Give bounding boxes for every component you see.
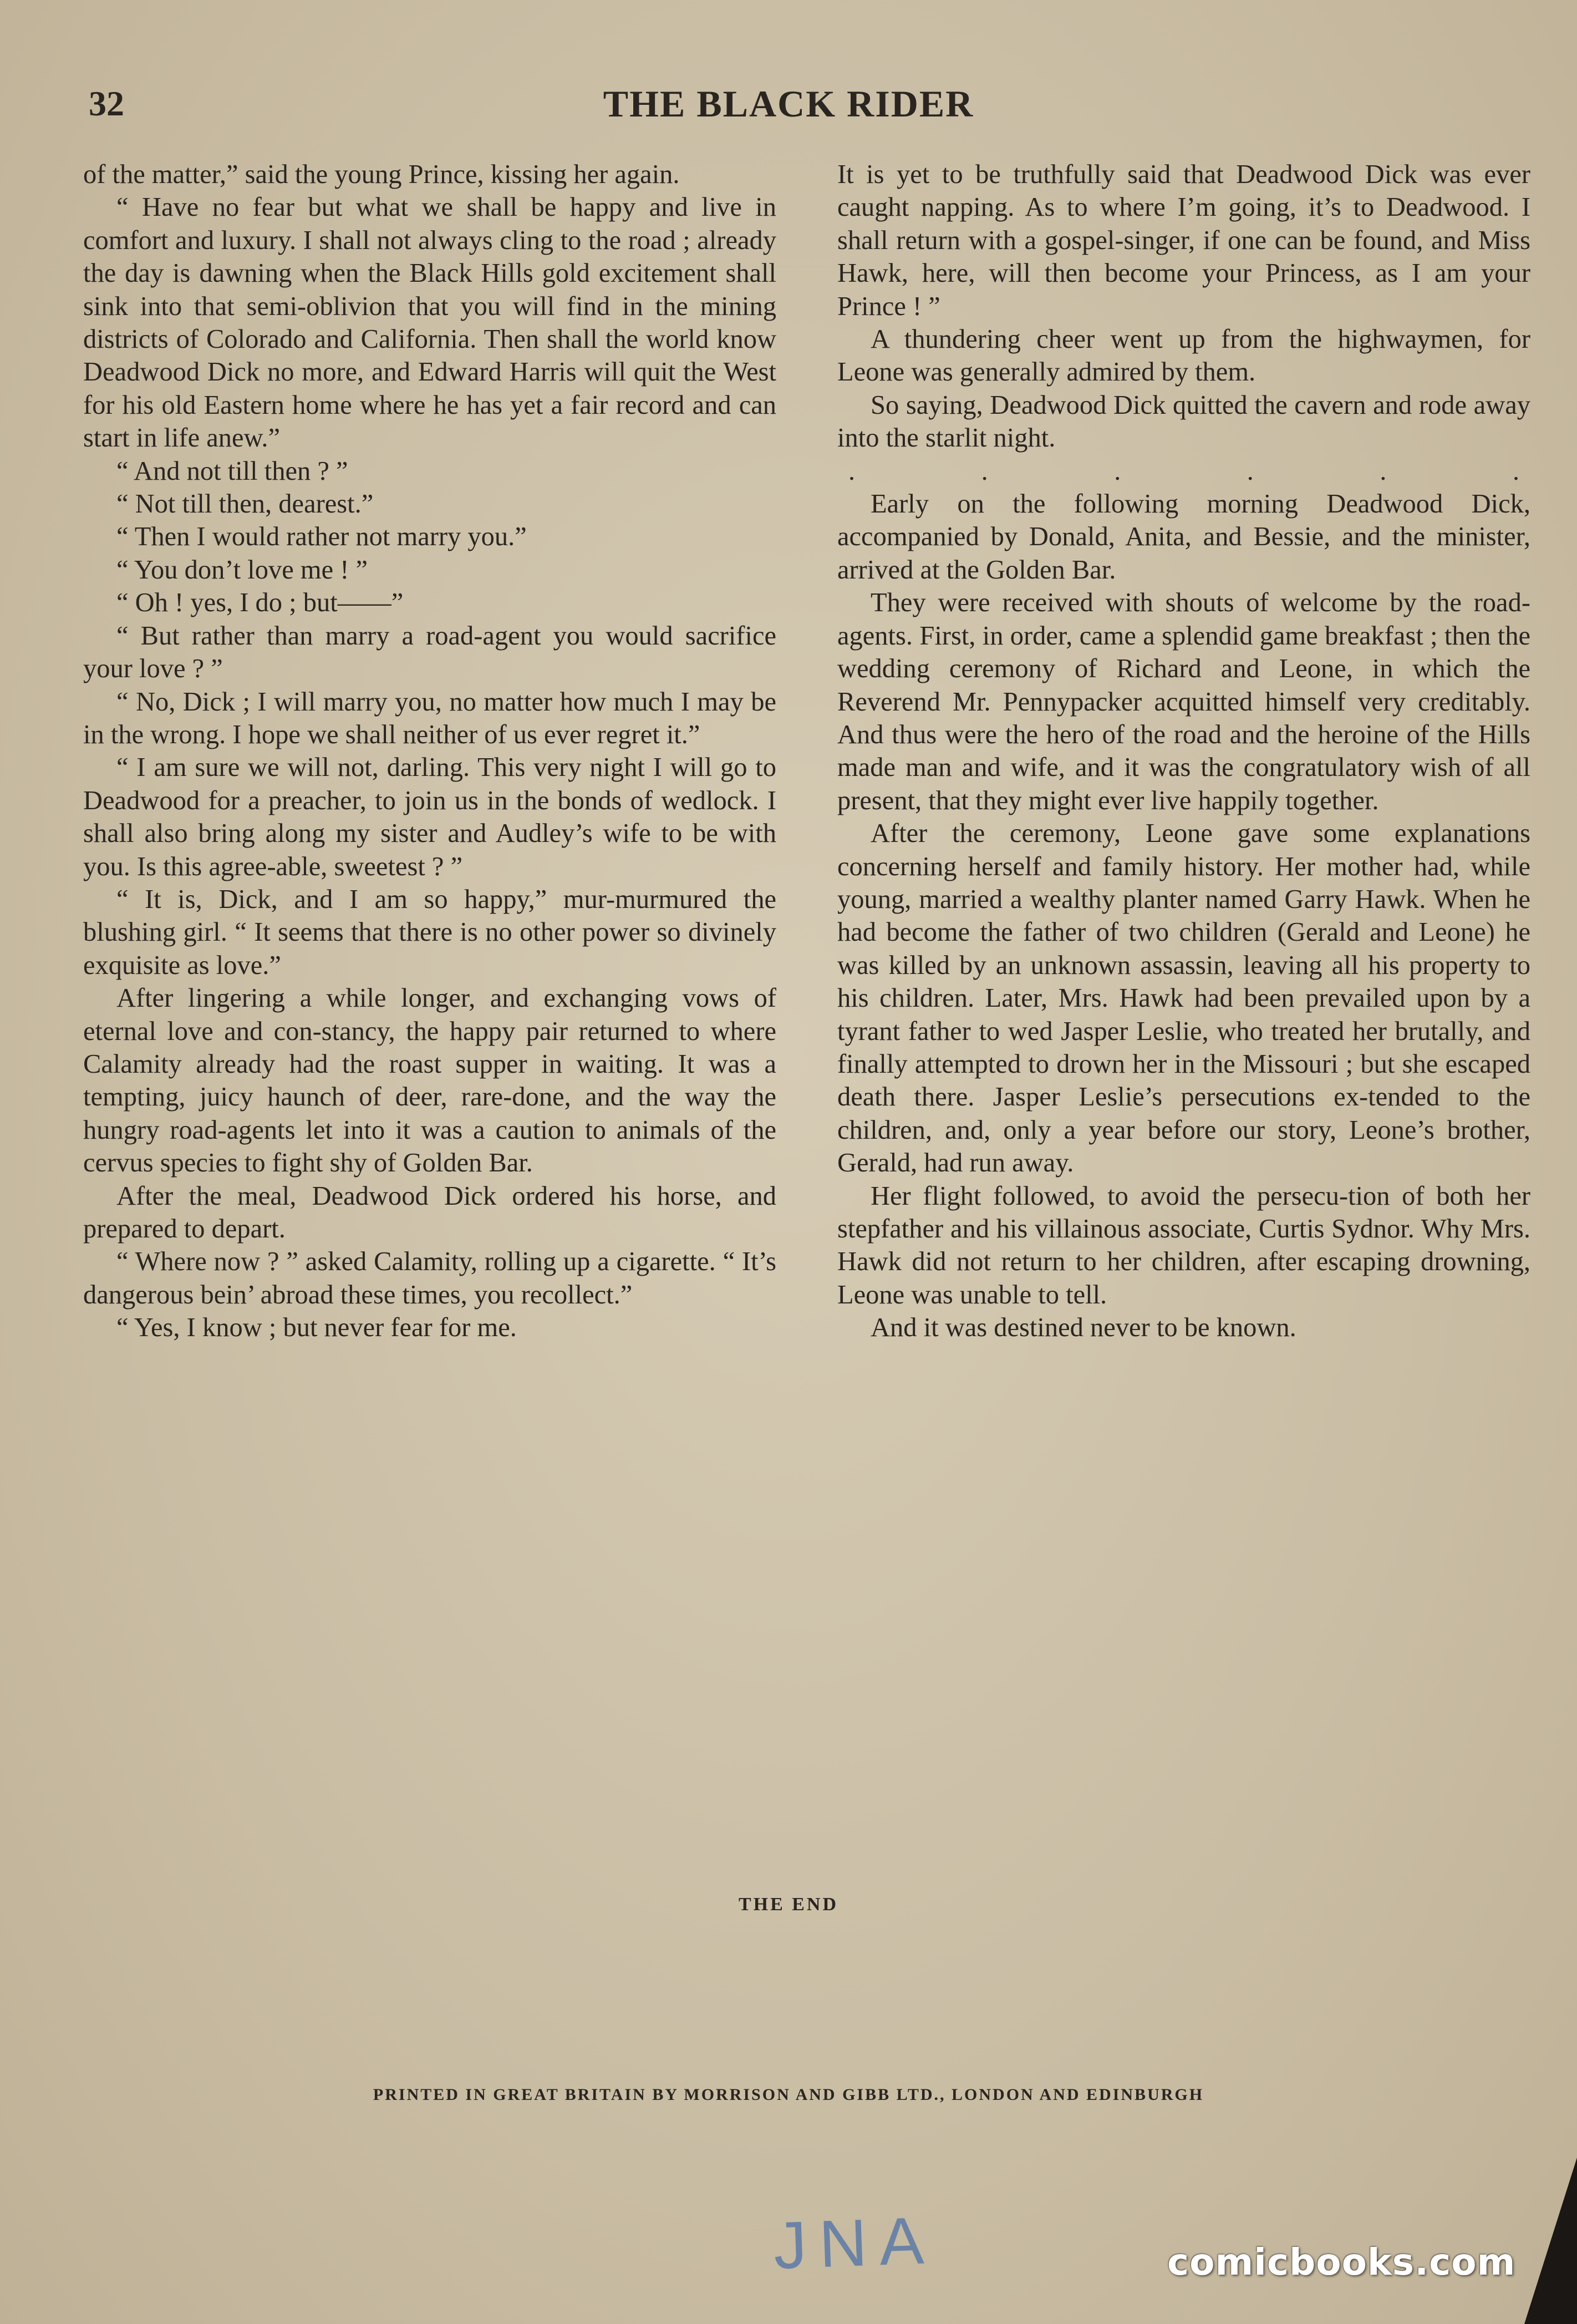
paragraph: “ Where now ? ” asked Calamity, rolling up a cigarette. “ It’s dangerous bein’ abroad these times, you recollect.” xyxy=(83,1247,776,1310)
ink-stamp: JNA xyxy=(772,2203,937,2284)
break-dot: . xyxy=(1114,456,1121,486)
right-column xyxy=(837,158,1530,1344)
paragraph: They were received with shouts of welcome by the road-agents. First, in order, came a splendid game breakfast ; then the wedding ceremony of Richard and Leone, in which the Reverend Mr. Pennypacker acquitted himself very creditably. And thus were the hero of the road and the heroine of the Hills made man and wife, and it was the congratulatory wish of all present, that they might ever live happily together. xyxy=(837,588,1530,815)
paragraph: “ And not till then ? ” xyxy=(116,456,348,486)
paragraph: After the ceremony, Leone gave some explanations concerning herself and family history. Her mother had, while young, married a wealthy planter named Garry Hawk. When he had become the father of two children (Gerald and Leone) he was killed by an unknown assassin, leaving all his property to his children. Later, Mrs. Hawk had been prevailed upon by a tyrant father to wed Jasper Leslie, who treated her brutally, and finally attempted to drown her in the Missouri ; but she escaped death there. Jasper Leslie’s persecutions ex-tended to the children, and, only a year before our story, Leone’s brother, Gerald, had run away. xyxy=(837,819,1530,1178)
break-dot: . xyxy=(848,456,855,486)
paragraph: A thundering cheer went up from the highwaymen, for Leone was generally admired by them. xyxy=(837,324,1530,387)
paragraph: “ It is, Dick, and I am so happy,” mur-murmured the blushing girl. “ It seems that there is no other power so divinely exquisite as love.” xyxy=(83,884,776,980)
paragraph: “ Not till then, dearest.” xyxy=(116,489,374,519)
paragraph: And it was destined never to be known. xyxy=(871,1313,1296,1343)
printer-imprint: PRINTED IN GREAT BRITAIN BY MORRISON AND GIBB LTD., LONDON AND EDINBURGH xyxy=(373,2085,1204,2104)
paragraph: It is yet to be truthfully said that Deadwood Dick was ever caught napping. As to where I’m going, it’s to Deadwood. I shall return with a gospel-singer, if one can be found, and Miss Hawk, here, will then become your Princess, as I am your Prince ! ” xyxy=(837,160,1530,321)
paragraph: “ I am sure we will not, darling. This very night I will go to Deadwood for a preacher, to join us in the bonds of wedlock. I shall also bring along my sister and Audley’s wife to be with you. Is this agree-able, sweetest ? ” xyxy=(83,753,776,881)
site-watermark: comicbooks.com xyxy=(1167,2241,1516,2284)
paragraph: “ Yes, I know ; but never fear for me. xyxy=(116,1313,517,1343)
break-dot: . xyxy=(1512,456,1519,486)
paragraph: Her flight followed, to avoid the persecu-tion of both her stepfather and his villainous associate, Curtis Sydnor. Why Mrs. Hawk did not return to her children, after escaping drowning, Leone was unable to tell. xyxy=(837,1181,1530,1310)
paragraph: “ No, Dick ; I will marry you, no matter how much I may be in the wrong. I hope we shall neither of us ever regret it.” xyxy=(83,687,776,749)
the-end: THE END xyxy=(738,1894,839,1915)
paragraph: “ Then I would rather not marry you.” xyxy=(116,522,527,552)
left-column xyxy=(83,158,776,1344)
section-break xyxy=(837,455,1530,488)
break-dot: . xyxy=(1247,456,1254,486)
paragraph: After lingering a while longer, and exchanging vows of eternal love and con-stancy, the happy pair returned to where Calamity already had the roast supper in waiting. It was a tempting, juicy haunch of deer, rare-done, and the way the hungry road-agents let into it was a caution to animals of the cervus species to fight shy of Golden Bar. xyxy=(83,983,776,1178)
paragraph: of the matter,” said the young Prince, kissing her again. xyxy=(83,160,680,189)
paragraph: So saying, Deadwood Dick quitted the cavern and rode away into the starlit night. xyxy=(837,390,1530,453)
paragraph: “ Oh ! yes, I do ; but——” xyxy=(116,588,404,618)
break-dot: . xyxy=(1380,456,1387,486)
page-number: 32 xyxy=(89,84,124,123)
paragraph: Early on the following morning Deadwood Dick, accompanied by Donald, Anita, and Bessie, and the minister, arrived at the Golden Bar. xyxy=(837,489,1530,585)
paragraph: “ Have no fear but what we shall be happy and live in comfort and luxury. I shall not always cling to the road ; already the day is dawning when the Black Hills gold excitement shall sink into that semi-oblivion that you will find in the mining districts of Colorado and California. Then shall the world know Deadwood Dick no more, and Edward Harris will quit the West for his old Eastern home where he has yet a fair record and can start in life anew.” xyxy=(83,192,776,453)
paragraph: “ You don’t love me ! ” xyxy=(116,555,368,585)
break-dot: . xyxy=(981,456,988,486)
paragraph: After the meal, Deadwood Dick ordered his horse, and prepared to depart. xyxy=(83,1181,776,1244)
running-head: THE BLACK RIDER xyxy=(603,83,974,125)
paragraph: “ But rather than marry a road-agent you would sacrifice your love ? ” xyxy=(83,621,776,684)
page-corner-shadow xyxy=(1524,2158,1577,2324)
